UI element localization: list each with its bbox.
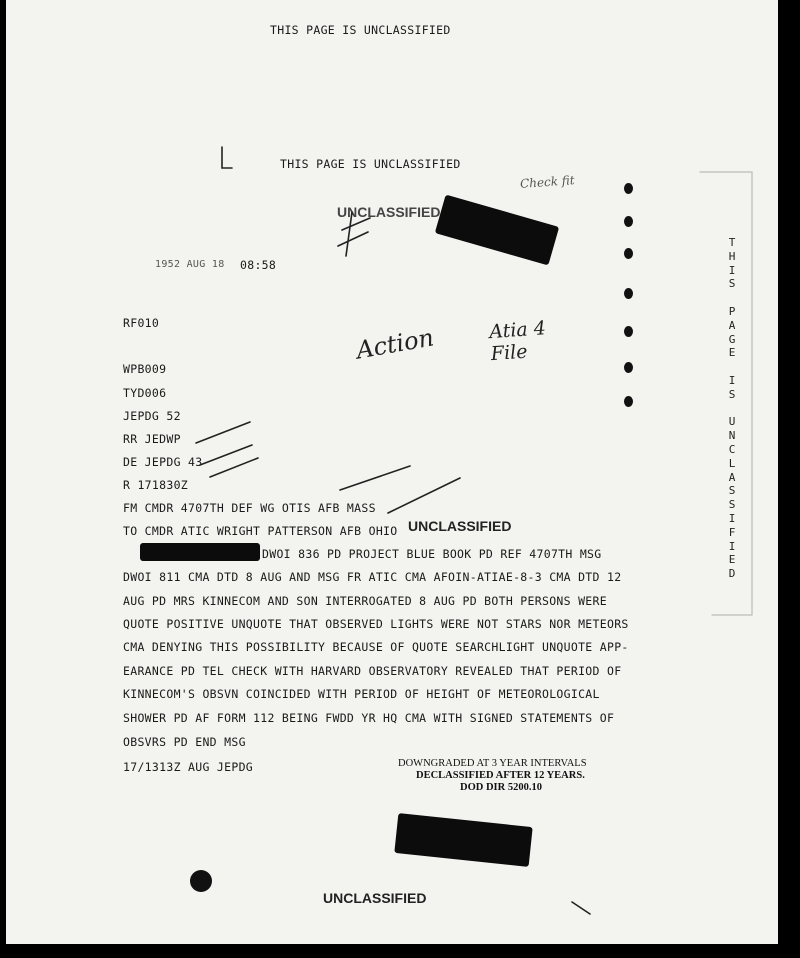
received-date: 1952 AUG 18 bbox=[155, 259, 225, 270]
received-time: 08:58 bbox=[240, 258, 277, 272]
pen-stroke bbox=[388, 478, 460, 513]
to-line: TO CMDR ATIC WRIGHT PATTERSON AFB OHIO bbox=[123, 524, 398, 538]
body-line: SHOWER PD AF FORM 112 BEING FWDD YR HQ CMA WITH SIGNED STATEMENTS OF bbox=[123, 711, 615, 725]
pen-stroke bbox=[196, 422, 250, 443]
body-line: DWOI 836 PD PROJECT BLUE BOOK PD REF 4707TH MSG bbox=[262, 547, 602, 561]
routing-line: DE JEPDG 43 bbox=[123, 455, 203, 469]
routing-line: TYD006 bbox=[123, 386, 167, 400]
body-line: EARANCE PD TEL CHECK WITH HARVARD OBSERVATORY REVEALED THAT PERIOD OF bbox=[123, 664, 622, 678]
downgrade-line: DOD DIR 5200.10 bbox=[460, 782, 542, 793]
pen-stroke bbox=[340, 466, 410, 490]
bracket-mark bbox=[222, 147, 232, 168]
handwritten-routing: Atia 4 File bbox=[488, 317, 547, 366]
routing-line: JEPDG 52 bbox=[123, 409, 181, 423]
routing-line: RR JEDWP bbox=[123, 432, 181, 446]
unclassified-stamp-bottom: UNCLASSIFIED bbox=[323, 890, 427, 906]
fold-line bbox=[700, 172, 752, 615]
body-line: DWOI 811 CMA DTD 8 AUG AND MSG FR ATIC CMA AFOIN-ATIAE-8-3 CMA DTD 12 bbox=[123, 570, 622, 584]
unclassified-stamp-upper: UNCLASSIFIED bbox=[337, 204, 441, 220]
date-time-group: 17/1313Z AUG JEPDG bbox=[123, 760, 254, 774]
routing-line: RF010 bbox=[123, 316, 160, 330]
downgrade-line: DECLASSIFIED AFTER 12 YEARS. bbox=[416, 770, 585, 781]
pen-stroke bbox=[572, 902, 590, 914]
pen-stroke bbox=[210, 458, 258, 477]
inner-classification-header: THIS PAGE IS UNCLASSIFIED bbox=[280, 157, 461, 171]
routing-line: WPB009 bbox=[123, 362, 167, 376]
downgrade-line: DOWNGRADED AT 3 YEAR INTERVALS bbox=[398, 758, 587, 769]
stamp-scratch bbox=[338, 212, 370, 256]
body-line: AUG PD MRS KINNECOM AND SON INTERROGATED 8 AUG PD BOTH PERSONS WERE bbox=[123, 594, 607, 608]
unclassified-stamp-mid: UNCLASSIFIED bbox=[408, 518, 512, 534]
handwritten-top-note: Check fit bbox=[519, 173, 576, 191]
pen-stroke bbox=[200, 445, 252, 465]
body-line: QUOTE POSITIVE UNQUOTE THAT OBSERVED LIGHTS WERE NOT STARS NOR METEORS bbox=[123, 617, 629, 631]
body-line: OBSVRS PD END MSG bbox=[123, 735, 246, 749]
from-line: FM CMDR 4707TH DEF WG OTIS AFB MASS bbox=[123, 501, 376, 515]
body-line: KINNECOM'S OBSVN COINCIDED WITH PERIOD OF HEIGHT OF METEOROLOGICAL bbox=[123, 687, 600, 701]
top-classification-header: THIS PAGE IS UNCLASSIFIED bbox=[270, 23, 451, 37]
handwritten-action: Action bbox=[354, 323, 436, 365]
side-classification-text: T H I S P A G E I S U N C L A S S I F I E D bbox=[728, 236, 736, 581]
body-line: CMA DENYING THIS POSSIBILITY BECAUSE OF QUOTE SEARCHLIGHT UNQUOTE APP- bbox=[123, 640, 629, 654]
routing-line: R 171830Z bbox=[123, 478, 189, 492]
